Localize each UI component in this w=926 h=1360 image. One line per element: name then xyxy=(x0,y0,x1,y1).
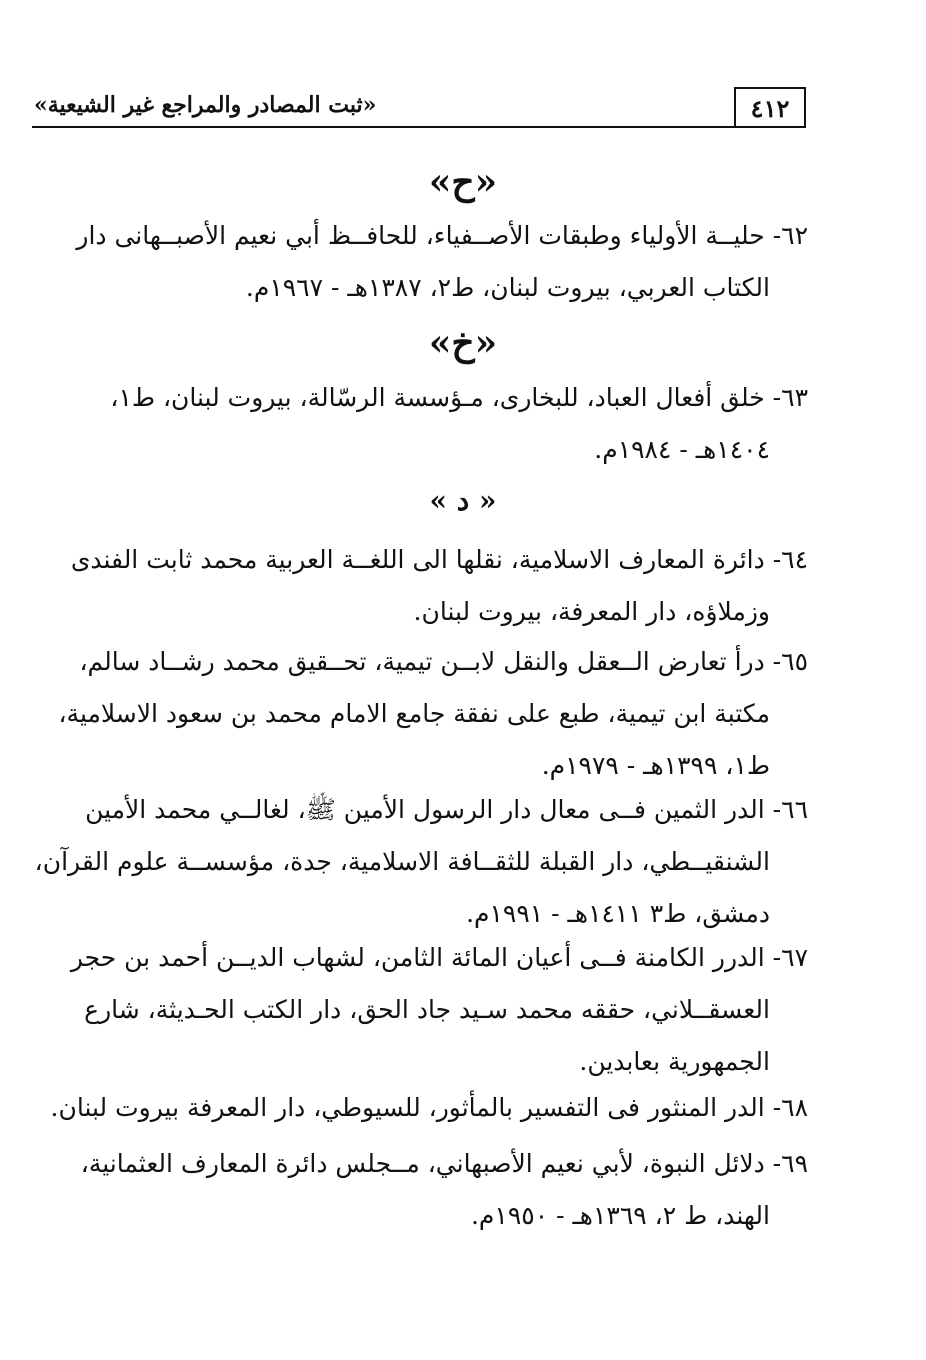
page-number-text: ٤١٢ xyxy=(750,93,790,123)
entry-69-line-1: ٦٩- دلائل النبوة، لأبي نعيم الأصبهاني، مــجلس دائرة المعارف العثمانية، xyxy=(80,1149,808,1178)
entry-66 xyxy=(34,784,808,940)
entry-64 xyxy=(38,534,808,638)
entry-62 xyxy=(38,210,808,314)
entry-67 xyxy=(38,932,808,1088)
running-title: «ثبت المصادر والمراجع غير الشيعية» xyxy=(34,92,377,118)
entry-64-line-1: ٦٤- دائرة المعارف الاسلامية، نقلها الى اللغــة العربية محمد ثابت الفندى xyxy=(70,545,808,574)
entry-63 xyxy=(38,372,808,476)
entry-66-line-1: ٦٦- الدر الثمين فــى معال دار الرسول الأمين ﷺ، لغالــي محمد الأمين xyxy=(85,795,808,824)
entry-68 xyxy=(38,1082,808,1134)
entry-66-line-3: دمشق، ط٣ ١٤١١هـ - ١٩٩١م. xyxy=(466,899,770,928)
entry-63-line-2: ١٤٠٤هـ - ١٩٨٤م. xyxy=(594,435,770,464)
entry-65-line-3: ط١، ١٣٩٩هـ - ١٩٧٩م. xyxy=(541,751,770,780)
entry-65-line-1: ٦٥- درأ تعارض الــعقل والنقل لابــن تيمية، تحــقيق محمد رشــاد سالم، xyxy=(79,647,808,676)
header-rule xyxy=(32,126,806,128)
entry-67-line-3: الجمهورية بعابدين. xyxy=(579,1047,770,1076)
entry-65-line-2: مكتبة ابن تيمية، طبع على نفقة جامع الامام محمد بن سعود الاسلامية، xyxy=(58,699,770,728)
page-number xyxy=(734,87,806,127)
entry-69 xyxy=(38,1138,808,1242)
entry-67-line-1: ٦٧- الدرر الكامنة فــى أعيان المائة الثامن، لشهاب الديــن أحمد بن حجر xyxy=(70,943,808,972)
entry-62-line-2: الكتاب العربي، بيروت لبنان، ط٢، ١٣٨٧هـ - ١٩٦٧م. xyxy=(245,273,770,302)
entry-68-line-1: ٦٨- الدر المنثور فى التفسير بالمأثور، للسيوطي، دار المعرفة بيروت لبنان. xyxy=(50,1093,808,1122)
entry-66-line-2: الشنقيــطي، دار القبلة للثقــافة الاسلامية، جدة، مؤسســة علوم القرآن، xyxy=(34,847,770,876)
entry-65 xyxy=(38,636,808,792)
section-heading-dal: « د » xyxy=(429,484,497,517)
entry-69-line-2: الهند، ط ٢، ١٣٦٩هـ - ١٩٥٠م. xyxy=(470,1201,770,1230)
entry-62-line-1: ٦٢- حليــة الأولياء وطبقات الأصــفياء، للحافــظ أبي نعيم الأصبــهانى دار xyxy=(76,221,808,250)
section-heading-ha: «ح» xyxy=(428,161,498,203)
entry-67-line-2: العسقــلاني، حققه محمد سـيد جاد الحق، دار الكتب الحـديثة، شارع xyxy=(84,995,770,1024)
entry-63-line-1: ٦٣- خلق أفعال العباد، للبخارى، مـؤسسة الرسّالة، بيروت لبنان، ط١، xyxy=(110,383,808,412)
entry-64-line-2: وزملاؤه، دار المعرفة، بيروت لبنان. xyxy=(413,597,770,626)
section-heading-kha: «خ» xyxy=(428,322,498,364)
